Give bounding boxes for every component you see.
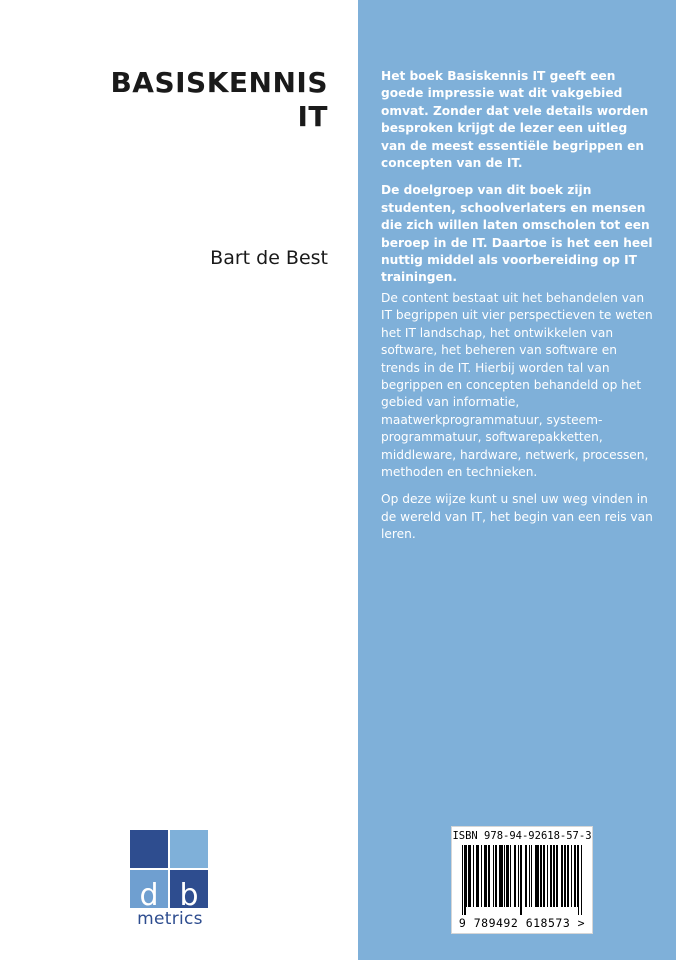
blurb-intro	[381, 68, 653, 297]
logo-tile	[130, 830, 168, 868]
isbn-label: ISBN 978-94-92618-57-3	[452, 830, 592, 842]
title-line-1: BASISKENNIS	[110, 66, 328, 99]
publisher-logo	[130, 830, 210, 929]
title-line-2: IT	[297, 100, 328, 133]
barcode-digits: 9 789492 618573 >	[458, 916, 586, 930]
book-title	[28, 66, 328, 134]
blurb-content	[381, 290, 653, 554]
barcode-bar	[581, 845, 582, 915]
blurb-intro-paragraph-1: Het boek Basiskennis IT geeft een goede impressie wat dit vakgebied omvat. Zonder dat vele details worden besproken krijgt de lezer een uitleg van de meest essentiële begrippen en concepten van de IT.	[381, 69, 649, 171]
logo-tile-b	[170, 870, 208, 913]
blurb-content-paragraph-1: De content bestaat uit het behandelen van IT begrippen uit vier perspectieven te weten het IT landschap, het ontwikkelen van software, het beheren van software en trends in de IT. Hierbij worden tal van begrippen en concepten behandeld op het gebied van informatie, maatwerkprogrammatuur, systeem-programmatuur, softwarepakketten, middleware, hardware, netwerk, processen, methoden en technieken.	[381, 291, 653, 480]
logo-wordmark: metrics	[137, 909, 203, 929]
logo-tile-d	[130, 870, 168, 913]
logo-letter-b: b	[179, 878, 199, 913]
author-name: Bart de Best	[210, 247, 328, 269]
logo-tiles	[130, 830, 210, 913]
isbn-barcode	[451, 826, 593, 934]
barcode-bars	[462, 845, 582, 911]
blurb-intro-paragraph-2: De doelgroep van dit boek zijn studenten, schoolverlaters en mensen die zich willen laten omscholen tot een beroep in de IT. Daartoe is het een heel nuttig middel als voorbereiding op IT trainingen.	[381, 183, 653, 285]
blurb-content-paragraph-2: Op deze wijze kunt u snel uw weg vinden in de wereld van IT, het begin van een reis van leren.	[381, 492, 653, 542]
logo-letter-d: d	[139, 878, 159, 913]
logo-tile	[170, 830, 208, 868]
